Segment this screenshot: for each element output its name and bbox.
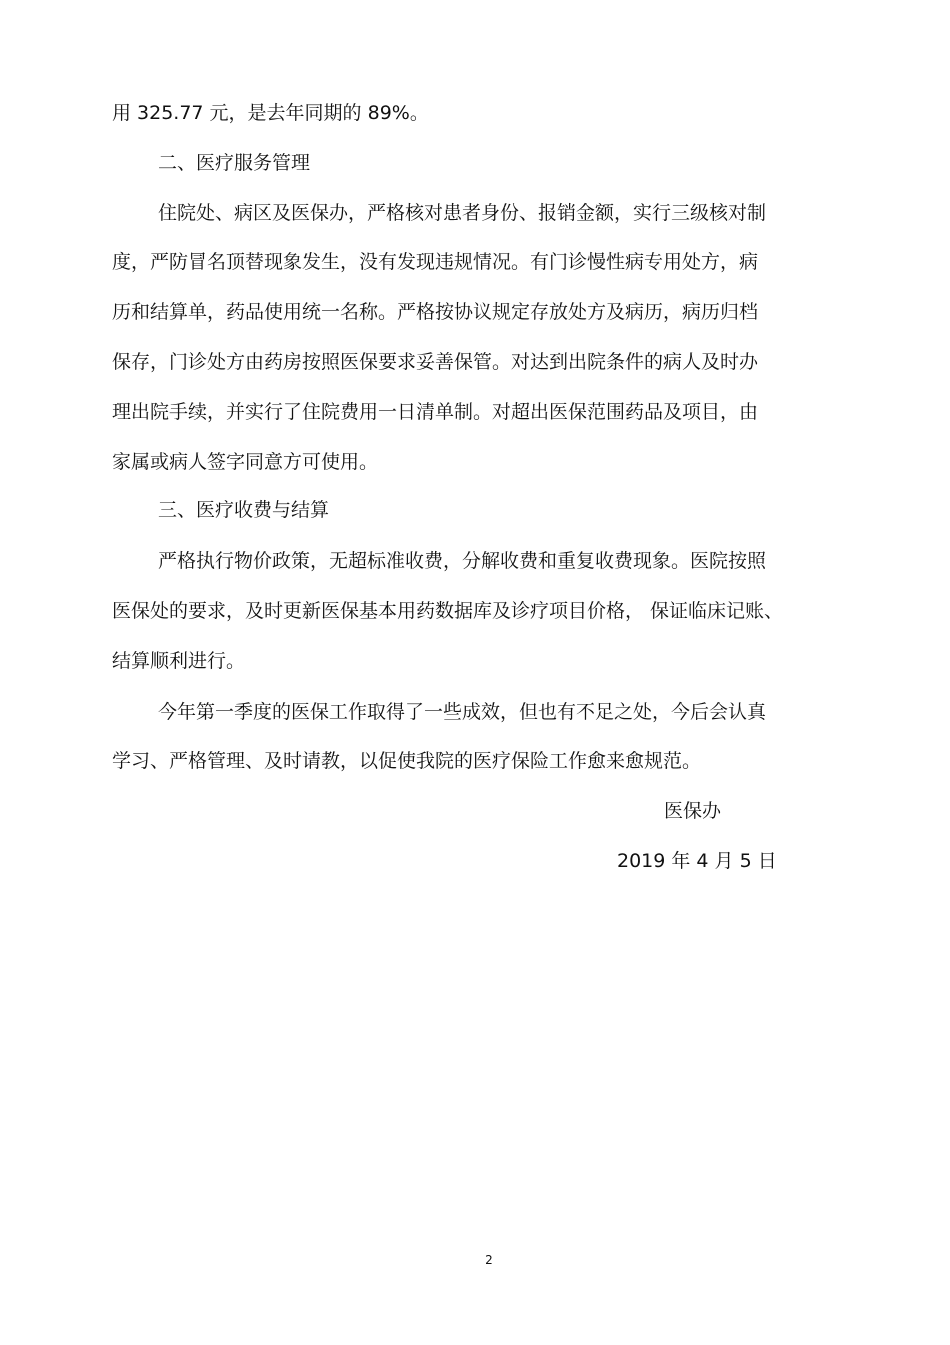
section-2-line-1: 住院处、病区及医保办，严格核对患者身份、报销金额，实行三级核对制 [158,202,767,224]
section-2-line-5: 理出院手续，并实行了住院费用一日清单制。对超出医保范围药品及项目，由 [112,401,759,423]
page-number: 2 [485,1253,493,1267]
intro-line: 用 325.77 元，是去年同期的 89%。 [112,102,429,124]
section-3-line-1: 严格执行物价政策，无超标准收费，分解收费和重复收费现象。医院按照 [158,550,767,572]
section-2-heading: 二、医疗服务管理 [158,152,311,174]
signature-date: 2019 年 4 月 5 日 [617,850,777,872]
section-3-line-2: 医保处的要求，及时更新医保基本用药数据库及诊疗项目价格， 保证临床记账、 [112,600,784,622]
signature-office: 医保办 [664,800,722,822]
conclusion-line-1: 今年第一季度的医保工作取得了一些成效，但也有不足之处，今后会认真 [158,701,767,723]
section-2-line-3: 历和结算单，药品使用统一名称。严格按协议规定存放处方及病历，病历归档 [112,301,759,323]
section-3-line-3: 结算顺利进行。 [112,650,246,672]
section-2-line-6: 家属或病人签字同意方可使用。 [112,451,379,473]
section-2-line-2: 度，严防冒名顶替现象发生，没有发现违规情况。有门诊慢性病专用处方，病 [112,251,759,273]
section-2-line-4: 保存，门诊处方由药房按照医保要求妥善保管。对达到出院条件的病人及时办 [112,351,759,373]
section-3-heading: 三、医疗收费与结算 [158,499,330,521]
conclusion-line-2: 学习、严格管理、及时请教，以促使我院的医疗保险工作愈来愈规范。 [112,750,702,772]
